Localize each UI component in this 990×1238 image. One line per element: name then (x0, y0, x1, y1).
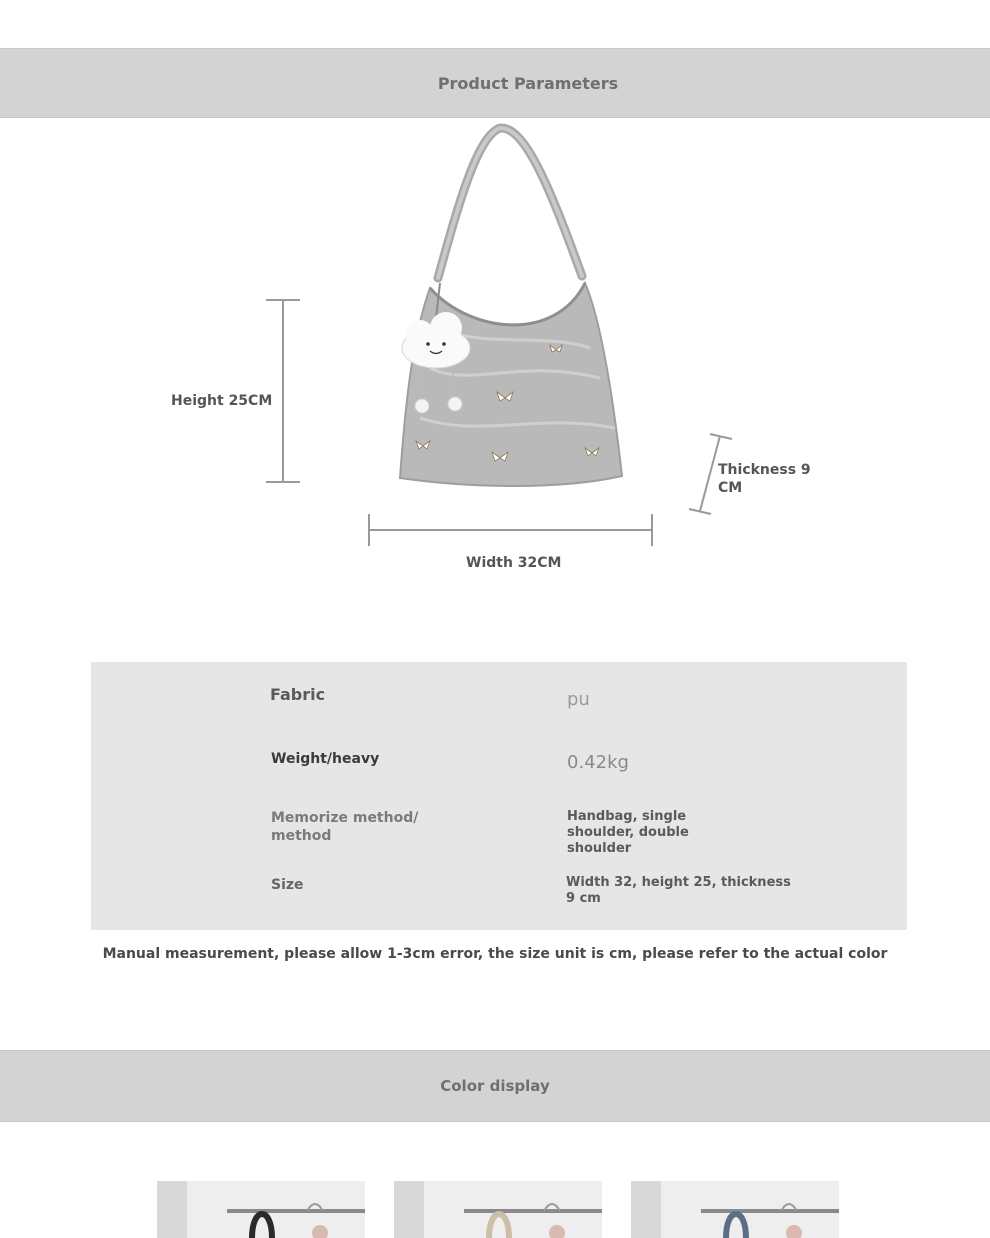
color-photo-black[interactable] (157, 1181, 365, 1238)
spec-value-weight: 0.42kg (567, 752, 629, 773)
spec-key-size: Size (271, 877, 304, 893)
color-display-title: Color display (440, 1077, 550, 1095)
color-display-banner (0, 1050, 990, 1122)
thickness-label: Thickness 9 CM (718, 462, 811, 496)
height-guide (266, 300, 300, 482)
color-photo-cream[interactable] (394, 1181, 602, 1238)
spec-value-size: Width 32, height 25, thickness 9 cm (566, 875, 791, 906)
spec-key-method: Memorize method/ method (271, 810, 419, 844)
height-label: Height 25CM (171, 393, 273, 409)
spec-value-method: Handbag, single shoulder, double shoulder (567, 809, 689, 856)
spec-table (91, 662, 907, 930)
bag-illustration (0, 118, 990, 588)
spec-key-weight: Weight/heavy (271, 751, 380, 767)
spec-key-fabric: Fabric (270, 685, 326, 704)
width-label: Width 32CM (466, 555, 562, 571)
measurement-note: Manual measurement, please allow 1-3cm error, the size unit is cm, please refer to the actual color (102, 946, 888, 962)
color-photo-blue[interactable] (631, 1181, 839, 1238)
product-parameters-banner (0, 48, 990, 118)
product-parameters-title: Product Parameters (437, 73, 619, 93)
spec-value-fabric: pu (567, 689, 590, 710)
width-guide (369, 514, 652, 546)
